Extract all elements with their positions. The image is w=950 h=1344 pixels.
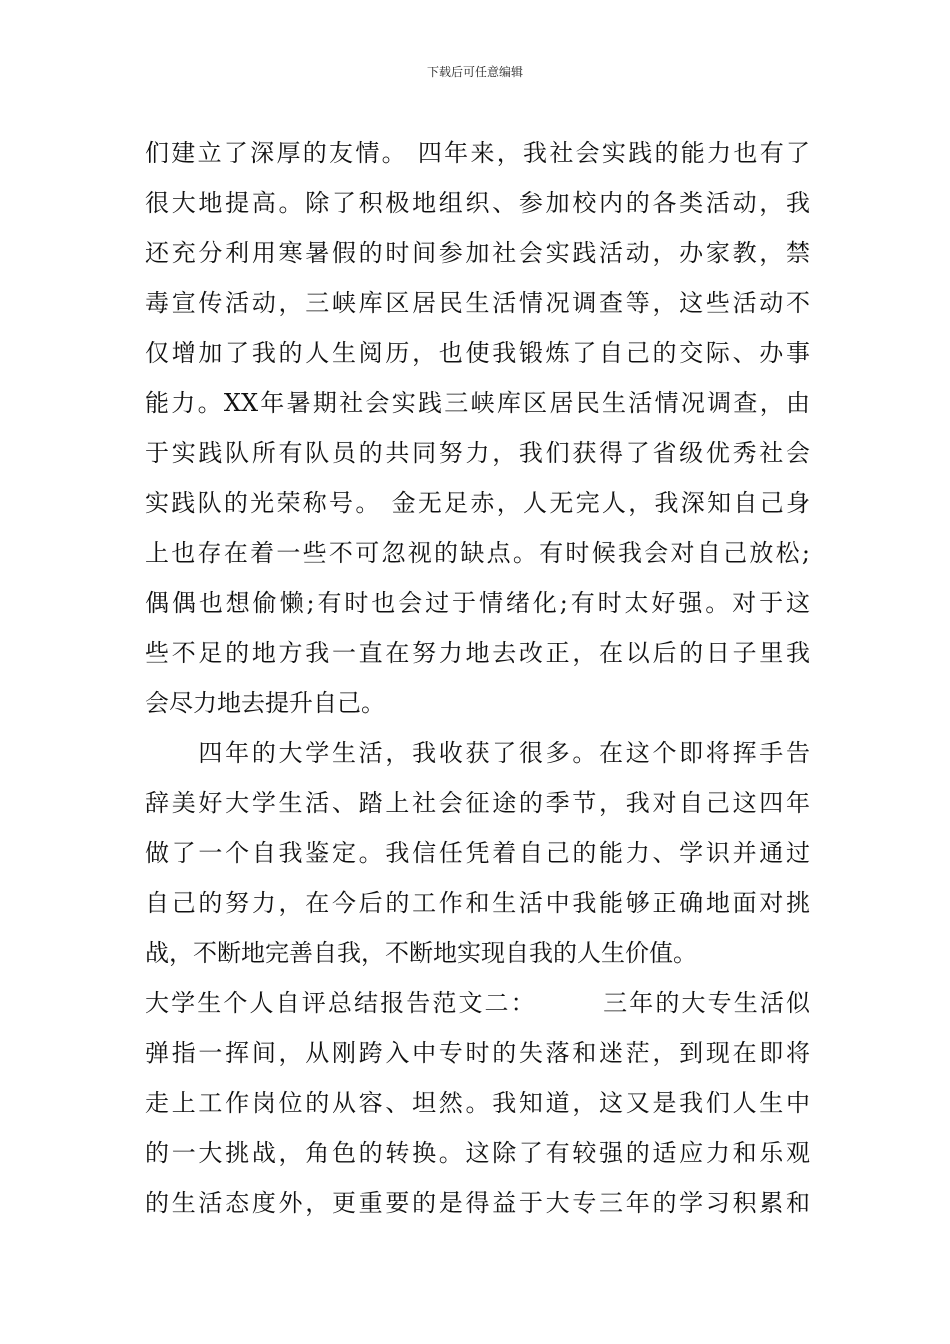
text-line: 弹指一挥间，从刚跨入中专时的失落和迷茫，到现在即将 xyxy=(145,1039,810,1067)
text-line: 偶偶也想偷懒;有时也会过于情绪化;有时太好强。对于这 xyxy=(145,589,810,617)
page-header: 下载后可任意编辑 xyxy=(426,65,523,79)
text-line: 辞美好大学生活、踏上社会征途的季节，我对自己这四年 xyxy=(145,789,810,817)
text-line: 走上工作岗位的从容、坦然。我知道，这又是我们人生中 xyxy=(145,1089,810,1117)
text-line: 的生活态度外，更重要的是得益于大专三年的学习积累和 xyxy=(145,1189,810,1217)
text-line: 实践队的光荣称号。 金无足赤，人无完人，我深知自己身 xyxy=(145,489,810,517)
text-line: 做了一个自我鉴定。我信任凭着自己的能力、学识并通过 xyxy=(145,839,810,867)
document-body xyxy=(145,128,810,1228)
text-line: 能力。XX年暑期社会实践三峡库区居民生活情况调查，由 xyxy=(145,389,810,417)
text-line: 们建立了深厚的友情。 四年来，我社会实践的能力也有了 xyxy=(145,139,810,167)
text-line: 大学生个人自评总结报告范文二： 三年的大专生活似 xyxy=(145,989,810,1017)
text-line: 会尽力地去提升自己。 xyxy=(145,689,385,717)
text-line: 四年的大学生活，我收获了很多。在这个即将挥手告 xyxy=(145,739,810,767)
text-line: 些不足的地方我一直在努力地去改正，在以后的日子里我 xyxy=(145,639,810,667)
text-line: 战，不断地完善自我，不断地实现自我的人生价值。 xyxy=(145,939,697,967)
text-line: 上也存在着一些不可忽视的缺点。有时候我会对自己放松; xyxy=(145,539,810,567)
text-line: 毒宣传活动，三峡库区居民生活情况调查等，这些活动不 xyxy=(145,289,810,317)
text-line: 于实践队所有队员的共同努力，我们获得了省级优秀社会 xyxy=(145,439,810,467)
text-line: 仅增加了我的人生阅历，也使我锻炼了自己的交际、办事 xyxy=(145,339,810,367)
text-line: 自己的努力，在今后的工作和生活中我能够正确地面对挑 xyxy=(145,889,810,917)
text-line: 还充分利用寒暑假的时间参加社会实践活动，办家教，禁 xyxy=(145,239,810,267)
text-line: 的一大挑战，角色的转换。这除了有较强的适应力和乐观 xyxy=(145,1139,810,1167)
text-line: 很大地提高。除了积极地组织、参加校内的各类活动，我 xyxy=(145,189,810,217)
